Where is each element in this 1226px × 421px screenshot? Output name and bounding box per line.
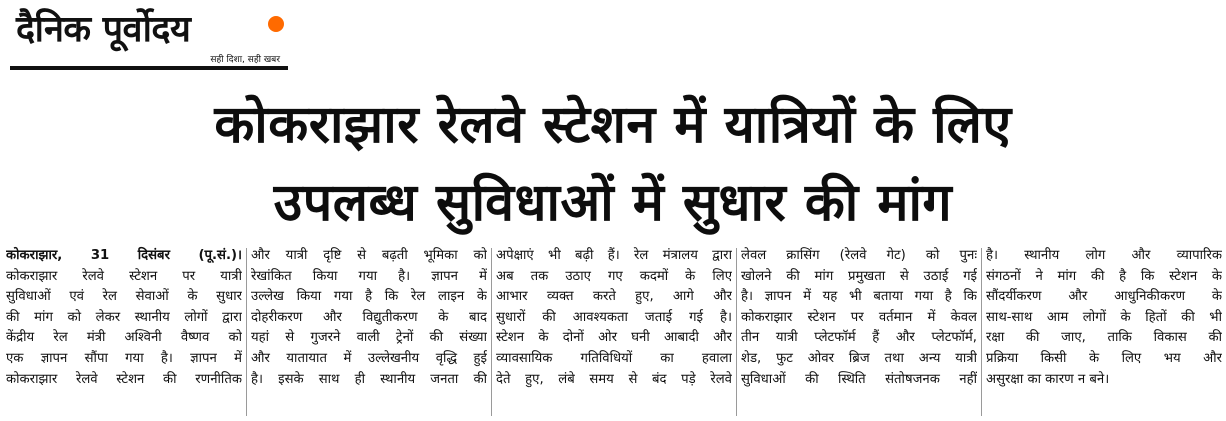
column-line: व्यावसायिक गतिविधियों का हवाला [496,350,732,366]
article-column-3 [496,246,732,421]
column-line: और यात्री दृष्टि से बढ़ती भूमिका को [251,248,487,263]
article-column-4 [741,246,977,421]
column-line: सुविधाओं एवं रेल सेवाओं के सुधार [6,289,242,305]
column-line: लेवल क्रासिंग (रेलवे गेट) को पुनः [741,248,977,263]
headline-line-1: कोकराझार रेलवे स्टेशन में यात्रियों के लिए [214,95,1012,155]
column-line: अब तक उठाए गए कदमों के लिए [496,268,732,284]
column-line: असुरक्षा का कारण न बने। [986,371,1110,387]
column-line: कोकराझार स्टेशन पर वर्तमान में केवल [741,309,977,325]
article-body [0,246,1226,421]
column-divider [246,248,247,416]
column-line: सौंदर्यीकरण और आधुनिकीकरण के [986,289,1222,305]
column-line: शेड, फुट ओवर ब्रिज तथा अन्य यात्री [741,350,977,366]
column-divider [491,248,492,416]
column-line: एक ज्ञापन सौंपा गया है। ज्ञापन में [6,350,242,366]
masthead [10,4,288,74]
newspaper-logo: दैनिक पूर्वोदय [16,9,191,50]
headline-line-2: उपलब्ध सुविधाओं में सुधार की मांग [273,173,953,233]
column-line: दोहरीकरण और विद्युतीकरण के बाद [251,309,487,325]
article-column-5 [986,246,1222,421]
column-line: देते हुए, लंबे समय से बंद पड़े रेलवे [496,371,732,387]
column-line: की मांग को लेकर स्थानीय लोगों द्वारा [6,309,242,325]
column-line: साथ-साथ आम लोगों के हितों की भी [986,309,1222,325]
column-line: सुधारों की आवश्यकता जताई गई है। [496,309,732,325]
column-line: रक्षा की जाए, ताकि विकास की [986,330,1222,346]
column-line: और यातायात में उल्लेखनीय वृद्धि हुई [251,350,487,366]
column-line: खोलने की मांग प्रमुखता से उठाई गई [741,268,977,284]
column-line: है। ज्ञापन में यह भी बताया गया है कि [741,289,977,305]
column-line: रेखांकित किया गया है। ज्ञापन में [251,268,487,284]
column-line: कोकराझार रेलवे स्टेशन की रणनीतिक [6,371,242,387]
column-line: आभार व्यक्त करते हुए, आगे और [496,289,732,305]
article-column-1 [6,246,242,421]
column-line: उल्लेख किया गया है कि रेल लाइन के [251,289,487,305]
column-line: अपेक्षाएं भी बढ़ी हैं। रेल मंत्रालय द्वारा [496,248,732,263]
column-line: सुविधाओं की स्थिति संतोषजनक नहीं [741,371,977,387]
headline [0,86,1226,242]
column-divider [736,248,737,416]
logo-dot-icon [268,16,284,32]
article-dateline: कोकराझार, 31 दिसंबर (पू.सं.)। [6,248,242,263]
logo-tagline: सही दिशा, सही खबर [210,55,280,65]
article-column-2 [251,246,487,421]
column-line: है। इसके साथ ही स्थानीय जनता की [251,371,487,387]
column-line: है। स्थानीय लोग और व्यापारिक [986,248,1222,263]
column-line: प्रक्रिया किसी के लिए भय और [986,350,1222,366]
column-line: स्टेशन के दोनों ओर घनी आबादी और [496,330,732,346]
column-divider [981,248,982,416]
logo-underline [10,66,288,70]
column-line: तीन यात्री प्लेटफॉर्म हैं और प्लेटफॉर्म, [741,330,977,346]
column-line: कोकराझार रेलवे स्टेशन पर यात्री [6,268,242,284]
column-line: यहां से गुजरने वाली ट्रेनों की संख्या [251,330,487,346]
column-line: संगठनों ने मांग की है कि स्टेशन के [986,268,1222,284]
column-line: केंद्रीय रेल मंत्री अश्विनी वैष्णव को [6,330,242,346]
